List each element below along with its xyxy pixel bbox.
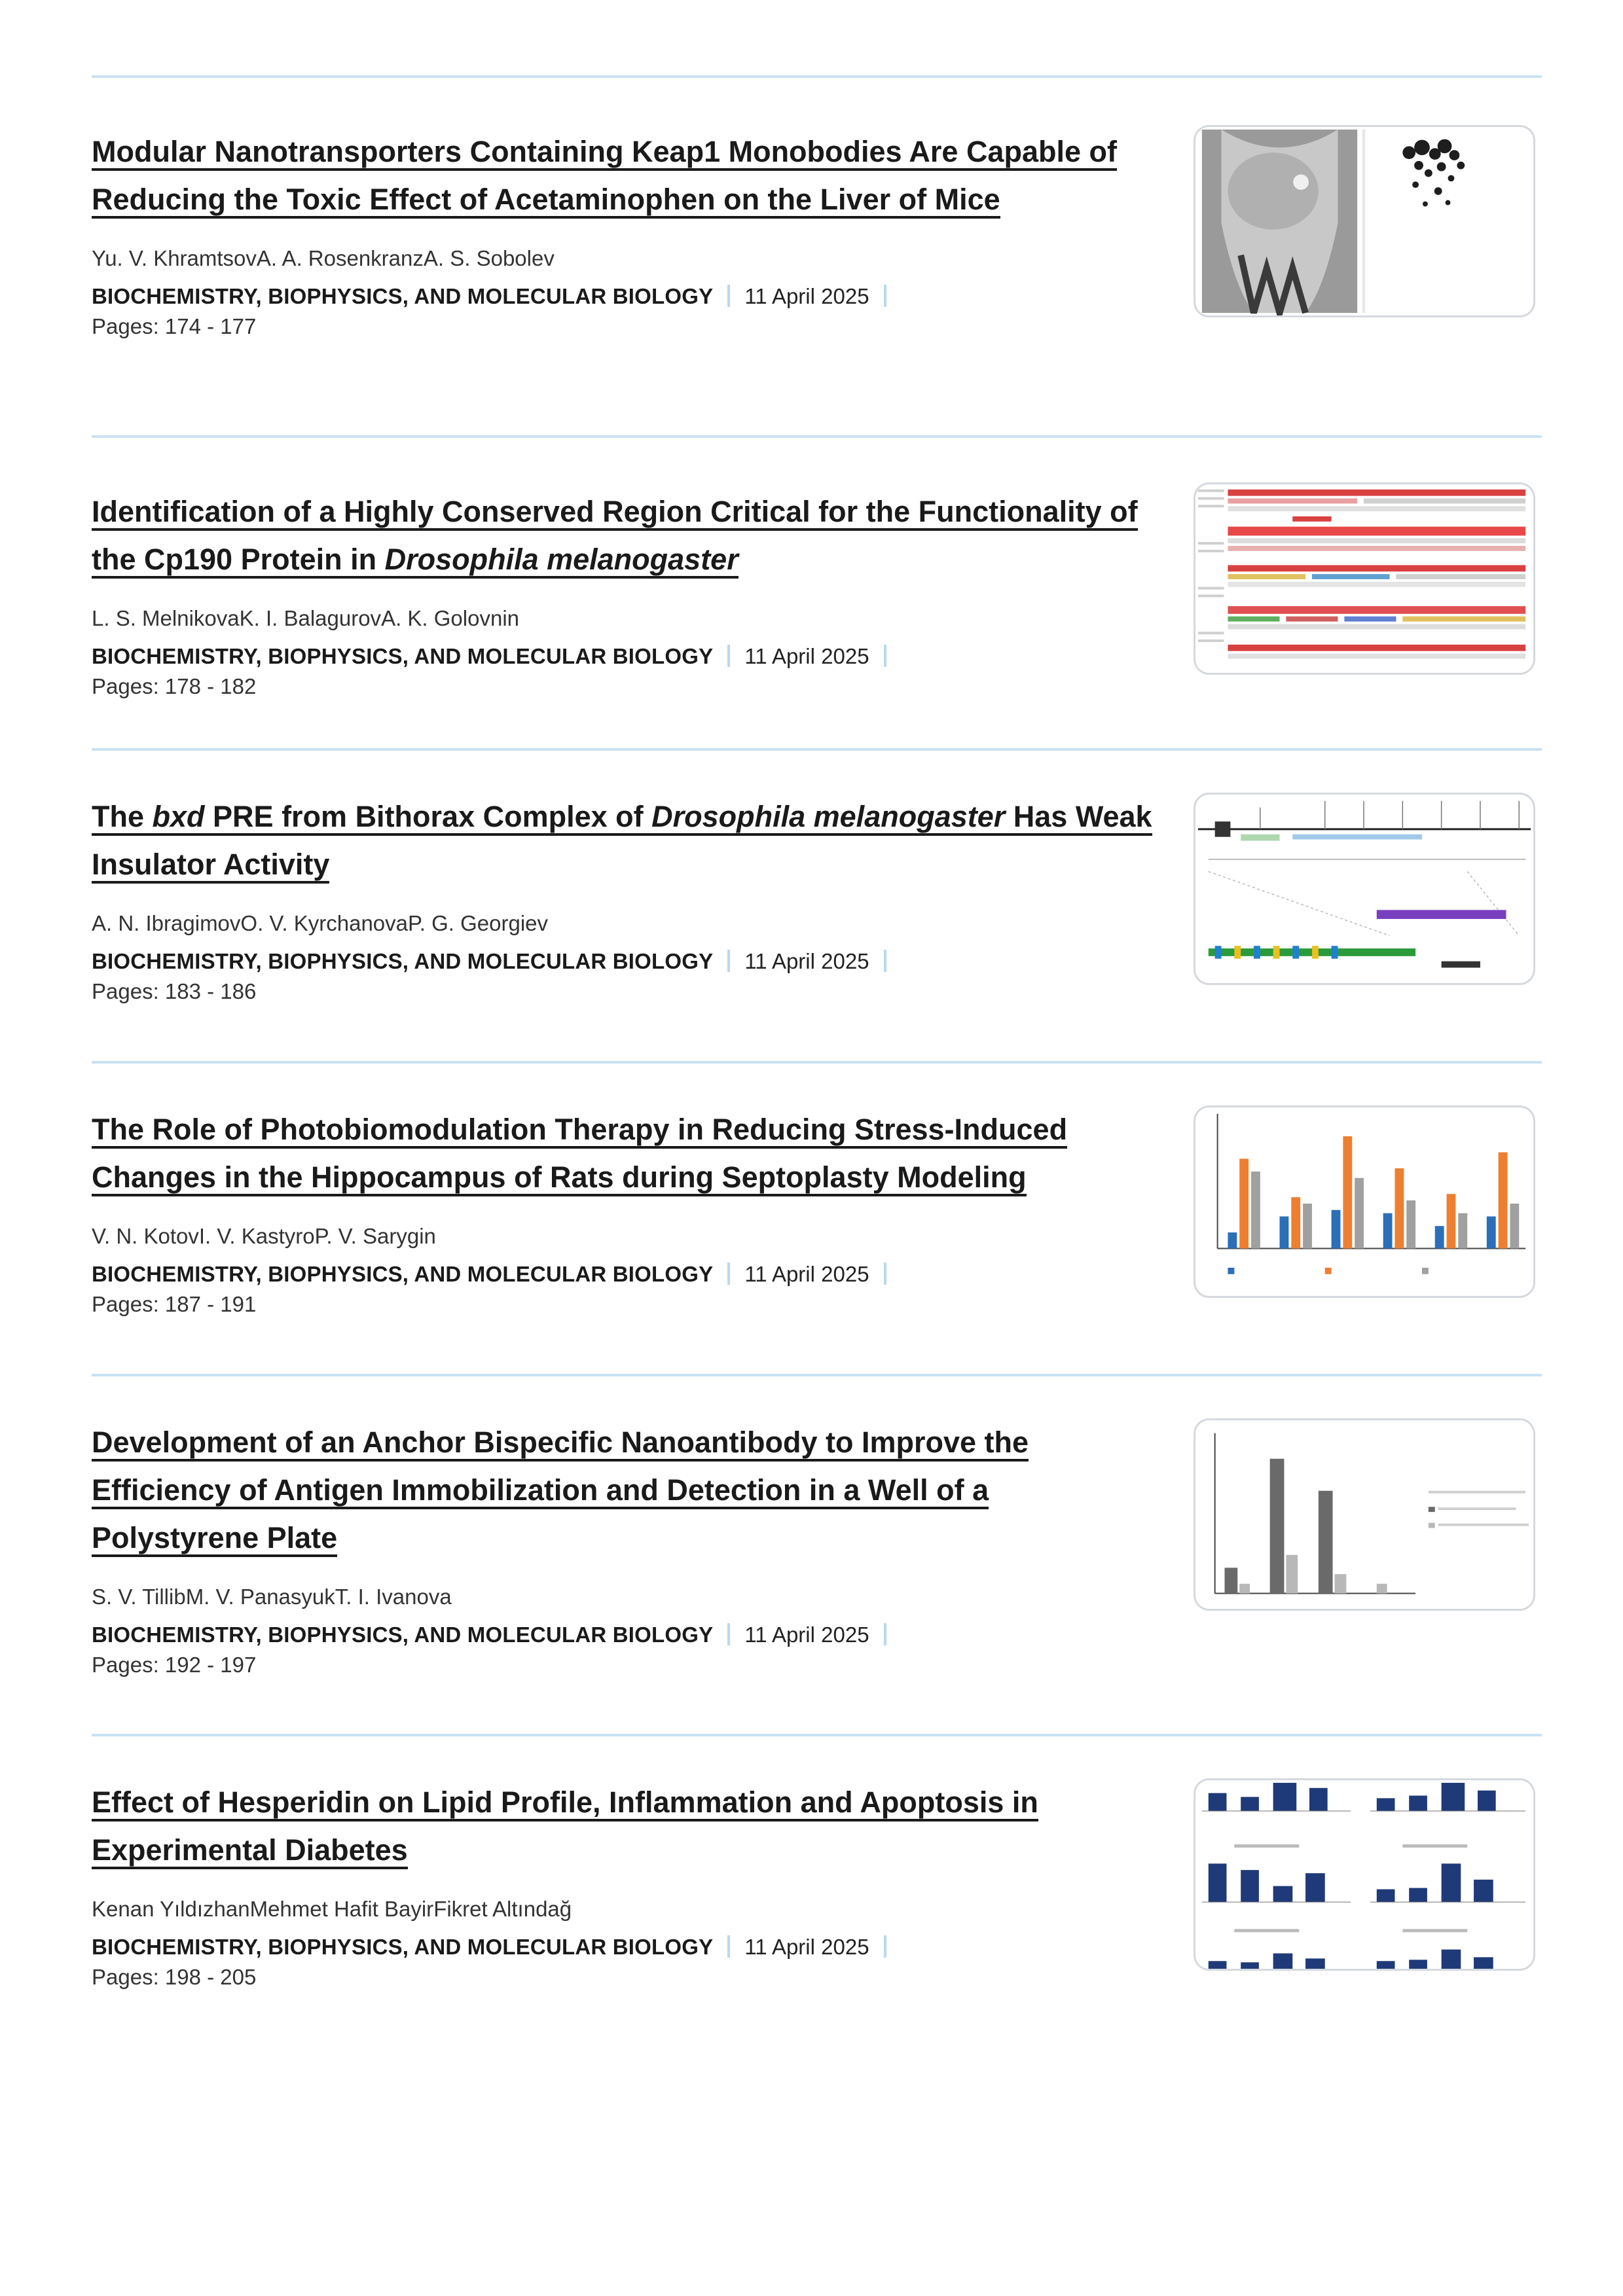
- journal-name[interactable]: BIOCHEMISTRY, BIOPHYSICS, AND MOLECULAR BIOLOGY: [92, 644, 714, 668]
- article-thumbnail[interactable]: [1194, 793, 1535, 985]
- article-item: [92, 438, 1542, 748]
- author[interactable]: Kenan Yıldızhan: [92, 1897, 250, 1921]
- publication-date: 11 April 2025: [744, 644, 869, 668]
- publication-date: 11 April 2025: [744, 1935, 869, 1959]
- article-thumbnail[interactable]: [1194, 1778, 1535, 1971]
- multi-panel-bar-chart-figure: [1195, 1780, 1533, 1969]
- sequence-alignment-figure: [1195, 484, 1533, 673]
- separator: [884, 1623, 886, 1645]
- article-title: [92, 1418, 1152, 1562]
- article-pages: Pages: 198 - 205: [92, 1965, 257, 1989]
- publication-date: 11 April 2025: [744, 284, 869, 308]
- author[interactable]: Yu. V. Khramtsov: [92, 246, 257, 270]
- author[interactable]: A. A. Rosenkranz: [256, 246, 424, 270]
- separator: [727, 1623, 730, 1645]
- article-meta: [92, 643, 1152, 670]
- author[interactable]: K. I. Balagurov: [239, 606, 382, 630]
- separator: [884, 950, 886, 972]
- article-thumbnail[interactable]: [1194, 125, 1535, 317]
- separator: [727, 1935, 730, 1958]
- author[interactable]: M. V. Panasyuk: [185, 1585, 335, 1609]
- separator: [884, 285, 886, 307]
- separator: [884, 645, 886, 667]
- article-item: [92, 751, 1542, 1061]
- article-authors: [92, 1584, 1152, 1610]
- author[interactable]: L. S. Melnikova: [92, 606, 240, 630]
- publication-date: 11 April 2025: [744, 1262, 869, 1286]
- article-text: [92, 1418, 1152, 1678]
- article-text: [92, 488, 1152, 700]
- author[interactable]: I. V. Kastyro: [198, 1224, 315, 1248]
- separator: [884, 1263, 886, 1285]
- article-title-link[interactable]: The Role of Photobiomodulation Therapy in Reducing Stress-Induced Changes in the Hippocampus of Rats during Septoplasty Modeling: [92, 1113, 1067, 1196]
- author[interactable]: Fikret Altındağ: [433, 1897, 572, 1921]
- article-text: [92, 1105, 1152, 1318]
- article-pages: Pages: 174 - 177: [92, 314, 257, 338]
- author[interactable]: O. V. Kyrchanova: [240, 911, 409, 935]
- article-title: [92, 488, 1152, 583]
- article-item: [92, 1064, 1542, 1374]
- journal-name[interactable]: BIOCHEMISTRY, BIOPHYSICS, AND MOLECULAR BIOLOGY: [92, 949, 714, 973]
- author[interactable]: P. G. Georgiev: [408, 911, 549, 935]
- gene-map-figure: [1195, 795, 1533, 983]
- article-text: [92, 1778, 1152, 1990]
- article-pages: Pages: 192 - 197: [92, 1653, 257, 1677]
- article-list: [92, 75, 1542, 2011]
- author[interactable]: T. I. Ivanova: [335, 1585, 452, 1609]
- article-title-link[interactable]: Identification of a Highly Conserved Region Critical for the Functionality of the Cp190 Protein in Drosophila melanogaster: [92, 495, 1138, 579]
- author[interactable]: Mehmet Hafit Bayir: [249, 1897, 434, 1921]
- article-thumbnail[interactable]: [1194, 482, 1535, 675]
- article-title: [92, 128, 1152, 223]
- bar-chart-figure: [1195, 1107, 1533, 1296]
- article-pages: Pages: 178 - 182: [92, 674, 257, 698]
- article-title-link[interactable]: Development of an Anchor Bispecific Nanoantibody to Improve the Efficiency of Antigen Immobilization and Detection in a Well of a Polystyrene Plate: [92, 1426, 1029, 1557]
- article-authors: [92, 910, 1152, 937]
- article-meta: [92, 283, 1152, 310]
- article-meta: [92, 948, 1152, 975]
- publication-date: 11 April 2025: [744, 1623, 869, 1647]
- publication-date: 11 April 2025: [744, 949, 869, 973]
- author[interactable]: A. N. Ibragimov: [92, 911, 241, 935]
- author[interactable]: P. V. Sarygin: [314, 1224, 436, 1248]
- liver-imaging-figure: [1195, 127, 1533, 315]
- journal-name[interactable]: BIOCHEMISTRY, BIOPHYSICS, AND MOLECULAR BIOLOGY: [92, 1623, 714, 1647]
- article-title: [92, 1105, 1152, 1201]
- article-thumbnail[interactable]: [1194, 1418, 1535, 1611]
- author[interactable]: S. V. Tillib: [92, 1585, 186, 1609]
- bar-chart-figure: [1195, 1420, 1533, 1609]
- article-authors: [92, 605, 1152, 632]
- article-item: [92, 78, 1542, 435]
- article-authors: [92, 1896, 1152, 1922]
- article-pages: Pages: 183 - 186: [92, 979, 257, 1003]
- article-meta: [92, 1934, 1152, 1960]
- article-text: [92, 128, 1152, 340]
- article-text: [92, 793, 1152, 1005]
- journal-name[interactable]: BIOCHEMISTRY, BIOPHYSICS, AND MOLECULAR BIOLOGY: [92, 284, 714, 308]
- separator: [727, 1263, 730, 1285]
- article-pages: Pages: 187 - 191: [92, 1292, 257, 1316]
- separator: [727, 950, 730, 972]
- journal-name[interactable]: BIOCHEMISTRY, BIOPHYSICS, AND MOLECULAR BIOLOGY: [92, 1262, 714, 1286]
- article-item: [92, 1376, 1542, 1734]
- author[interactable]: A. K. Golovnin: [381, 606, 520, 630]
- article-item: [92, 1736, 1542, 2011]
- article-title: [92, 1778, 1152, 1874]
- article-title-link[interactable]: Modular Nanotransporters Containing Keap1 Monobodies Are Capable of Reducing the Toxic Effect of Acetaminophen on the Liver of Mice: [92, 135, 1117, 219]
- separator: [727, 285, 730, 307]
- separator: [727, 645, 730, 667]
- article-title-link[interactable]: Effect of Hesperidin on Lipid Profile, Inflammation and Apoptosis in Experimental Diabetes: [92, 1785, 1038, 1869]
- article-authors: [92, 1223, 1152, 1249]
- journal-name[interactable]: BIOCHEMISTRY, BIOPHYSICS, AND MOLECULAR BIOLOGY: [92, 1935, 714, 1959]
- article-title-link[interactable]: The bxd PRE from Bithorax Complex of Drosophila melanogaster Has Weak Insulator Activity: [92, 800, 1152, 884]
- author[interactable]: A. S. Sobolev: [423, 246, 555, 270]
- article-meta: [92, 1622, 1152, 1648]
- article-authors: [92, 245, 1152, 272]
- separator: [884, 1935, 886, 1958]
- author[interactable]: V. N. Kotov: [92, 1224, 199, 1248]
- article-meta: [92, 1261, 1152, 1287]
- article-title: [92, 793, 1152, 888]
- article-thumbnail[interactable]: [1194, 1105, 1535, 1298]
